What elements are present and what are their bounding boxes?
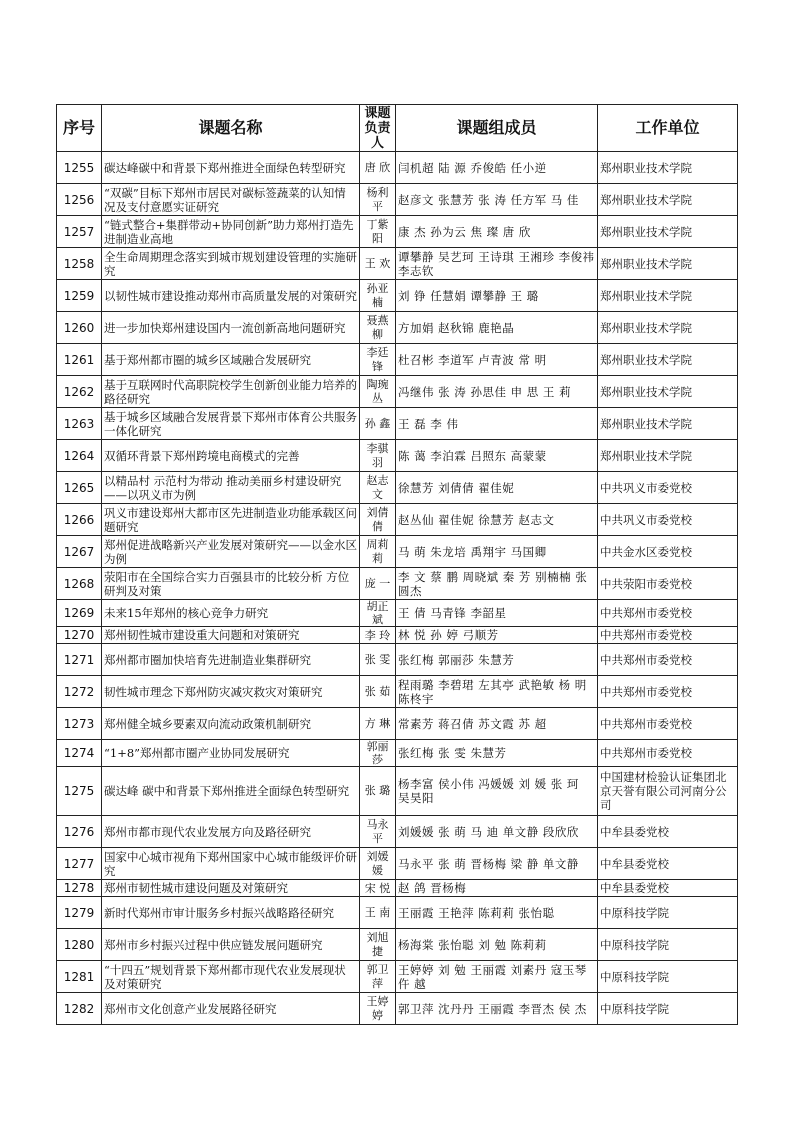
- row-index: 1273: [57, 708, 102, 740]
- project-members: 谭攀静 吴艺珂 王诗琪 王湘珍 李俊祎 李志钦: [396, 248, 598, 280]
- project-title: “双碳”目标下郑州市居民对碳标签蔬菜的认知情况及支付意愿实证研究: [102, 184, 360, 216]
- table-row: [57, 880, 738, 897]
- table-row: [57, 344, 738, 376]
- project-lead: 刘旭捷: [360, 929, 396, 961]
- row-index: 1264: [57, 440, 102, 472]
- row-index: 1280: [57, 929, 102, 961]
- project-members: 张红梅 张 雯 朱慧芳: [396, 740, 598, 767]
- project-lead: 张 茹: [360, 676, 396, 708]
- row-index: 1267: [57, 536, 102, 568]
- work-unit: 中牟县委党校: [598, 816, 738, 848]
- project-lead: 郭卫萍: [360, 961, 396, 993]
- table-row: [57, 767, 738, 816]
- row-index: 1278: [57, 880, 102, 897]
- project-members: 陈 蔼 李泊霖 吕照东 高蒙蒙: [396, 440, 598, 472]
- work-unit: 中共郑州市委党校: [598, 676, 738, 708]
- table-header-row: [57, 105, 738, 152]
- project-title: 郑州韧性城市建设重大问题和对策研究: [102, 627, 360, 644]
- row-index: 1270: [57, 627, 102, 644]
- project-members: 赵丛仙 翟佳妮 徐慧芳 赵志文: [396, 504, 598, 536]
- row-index: 1263: [57, 408, 102, 440]
- table-row: [57, 897, 738, 929]
- table-row: [57, 280, 738, 312]
- table-row: [57, 376, 738, 408]
- project-lead: 王 南: [360, 897, 396, 929]
- work-unit: 中共金水区委党校: [598, 536, 738, 568]
- table-row: [57, 408, 738, 440]
- project-lead: 周莉莉: [360, 536, 396, 568]
- table-row: [57, 848, 738, 880]
- project-lead: 李骐羽: [360, 440, 396, 472]
- table-row: [57, 740, 738, 767]
- project-title: “链式整合+集群带动+协同创新”助力郑州打造先进制造业高地: [102, 216, 360, 248]
- work-unit: 中共郑州市委党校: [598, 740, 738, 767]
- project-lead: 丁紫阳: [360, 216, 396, 248]
- row-index: 1281: [57, 961, 102, 993]
- work-unit: 中共荥阳市委党校: [598, 568, 738, 600]
- row-index: 1277: [57, 848, 102, 880]
- work-unit: 中原科技学院: [598, 961, 738, 993]
- project-members: 闫机超 陆 源 乔俊皓 任小逆: [396, 152, 598, 184]
- work-unit: 中原科技学院: [598, 929, 738, 961]
- project-lead: 陶琬丛: [360, 376, 396, 408]
- project-members: 刘 铮 任慧娟 谭攀静 王 璐: [396, 280, 598, 312]
- work-unit: 中共郑州市委党校: [598, 600, 738, 627]
- table-row: [57, 600, 738, 627]
- project-title: 基于互联网时代高职院校学生创新创业能力培养的路径研究: [102, 376, 360, 408]
- table-row: [57, 504, 738, 536]
- row-index: 1260: [57, 312, 102, 344]
- project-members: 林 悦 孙 婷 弓顺芳: [396, 627, 598, 644]
- project-title: 基于郑州都市圈的城乡区域融合发展研究: [102, 344, 360, 376]
- project-lead: 张 璐: [360, 767, 396, 816]
- row-index: 1279: [57, 897, 102, 929]
- row-index: 1268: [57, 568, 102, 600]
- table-row: [57, 472, 738, 504]
- table-row: [57, 816, 738, 848]
- project-members: 马 萌 朱龙培 禹翔宇 马国卿: [396, 536, 598, 568]
- project-lead: 胡正斌: [360, 600, 396, 627]
- work-unit: 郑州职业技术学院: [598, 312, 738, 344]
- project-title: 韧性城市理念下郑州防灾减灾救灾对策研究: [102, 676, 360, 708]
- project-title: 未来15年郑州的核心竞争力研究: [102, 600, 360, 627]
- work-unit: 中牟县委党校: [598, 880, 738, 897]
- work-unit: 郑州职业技术学院: [598, 376, 738, 408]
- project-title: 郑州市乡村振兴过程中供应链发展问题研究: [102, 929, 360, 961]
- project-members: 李 文 蔡 鹏 周晓斌 秦 芳 别楠楠 张圆杰: [396, 568, 598, 600]
- row-index: 1269: [57, 600, 102, 627]
- table-row: [57, 440, 738, 472]
- project-lead: 王婷婷: [360, 993, 396, 1025]
- project-lead: 马永平: [360, 816, 396, 848]
- row-index: 1271: [57, 644, 102, 676]
- project-members: 徐慧芳 刘倩倩 翟佳妮: [396, 472, 598, 504]
- project-members: 常素芳 蒋召倩 苏文霞 苏 超: [396, 708, 598, 740]
- row-index: 1272: [57, 676, 102, 708]
- work-unit: 中共巩义市委党校: [598, 504, 738, 536]
- project-lead: 唐 欣: [360, 152, 396, 184]
- header-unit: 工作单位: [598, 105, 738, 152]
- project-members: 赵彦文 张慧芳 张 涛 任方军 马 佳: [396, 184, 598, 216]
- table-row: [57, 184, 738, 216]
- project-lead: 杨利平: [360, 184, 396, 216]
- project-lead: 庞 一: [360, 568, 396, 600]
- row-index: 1274: [57, 740, 102, 767]
- project-title: 以精品村 示范村为带动 推动美丽乡村建设研究——以巩义市为例: [102, 472, 360, 504]
- project-members: 郭卫萍 沈丹丹 王丽霞 李晋杰 侯 杰: [396, 993, 598, 1025]
- project-lead: 李 玲: [360, 627, 396, 644]
- project-title: 郑州市文化创意产业发展路径研究: [102, 993, 360, 1025]
- row-index: 1276: [57, 816, 102, 848]
- project-title: 碳达峰 碳中和背景下郑州推进全面绿色转型研究: [102, 767, 360, 816]
- project-lead: 聂燕柳: [360, 312, 396, 344]
- table-row: [57, 676, 738, 708]
- header-title: 课题名称: [102, 105, 360, 152]
- project-title: 基于城乡区域融合发展背景下郑州市体育公共服务一体化研究: [102, 408, 360, 440]
- work-unit: 中国建材检验认证集团北京天誉有限公司河南分公司: [598, 767, 738, 816]
- row-index: 1265: [57, 472, 102, 504]
- work-unit: 郑州职业技术学院: [598, 344, 738, 376]
- table-row: [57, 644, 738, 676]
- table-row: [57, 708, 738, 740]
- project-members: 康 杰 孙为云 焦 璨 唐 欣: [396, 216, 598, 248]
- header-members: 课题组成员: [396, 105, 598, 152]
- table-row: [57, 312, 738, 344]
- project-title: 国家中心城市视角下郑州国家中心城市能级评价研究: [102, 848, 360, 880]
- table-row: [57, 536, 738, 568]
- project-members: 赵 鸽 晋杨梅: [396, 880, 598, 897]
- work-unit: 郑州职业技术学院: [598, 280, 738, 312]
- work-unit: 郑州职业技术学院: [598, 408, 738, 440]
- work-unit: 郑州职业技术学院: [598, 440, 738, 472]
- project-title: “1+8”郑州都市圈产业协同发展研究: [102, 740, 360, 767]
- project-members: 王婷婷 刘 勉 王丽霞 刘素丹 寇玉琴 仵 越: [396, 961, 598, 993]
- project-lead: 孙 鑫: [360, 408, 396, 440]
- table-row: [57, 152, 738, 184]
- project-title: 郑州市韧性城市建设问题及对策研究: [102, 880, 360, 897]
- project-members: 冯继伟 张 涛 孙思佳 申 思 王 莉: [396, 376, 598, 408]
- table-row: [57, 929, 738, 961]
- project-members: 杨海棠 张怡聪 刘 勉 陈莉莉: [396, 929, 598, 961]
- project-title: 碳达峰碳中和背景下郑州推进全面绿色转型研究: [102, 152, 360, 184]
- project-lead: 孙亚楠: [360, 280, 396, 312]
- project-title: 郑州健全城乡要素双向流动政策机制研究: [102, 708, 360, 740]
- project-title: 巩义市建设郑州大都市区先进制造业功能承载区问题研究: [102, 504, 360, 536]
- work-unit: 郑州职业技术学院: [598, 152, 738, 184]
- project-members: 张红梅 郭丽莎 朱慧芳: [396, 644, 598, 676]
- header-index: 序号: [57, 105, 102, 152]
- project-lead: 刘媛媛: [360, 848, 396, 880]
- project-lead: 宋 悦: [360, 880, 396, 897]
- project-members: 程雨璐 李碧珺 左其亭 武艳敏 杨 明 陈柊宇: [396, 676, 598, 708]
- row-index: 1282: [57, 993, 102, 1025]
- project-title: 郑州促进战略新兴产业发展对策研究——以金水区为例: [102, 536, 360, 568]
- project-lead: 刘倩倩: [360, 504, 396, 536]
- work-unit: 郑州职业技术学院: [598, 248, 738, 280]
- project-title: 荥阳市在全国综合实力百强县市的比较分析 方位研判及对策: [102, 568, 360, 600]
- project-lead: 王 欢: [360, 248, 396, 280]
- work-unit: 中共郑州市委党校: [598, 644, 738, 676]
- project-members: 刘媛媛 张 萌 马 迪 单文静 段欣欣: [396, 816, 598, 848]
- project-title: 全生命周期理念落实到城市规划建设管理的实施研究: [102, 248, 360, 280]
- project-lead: 方 琳: [360, 708, 396, 740]
- row-index: 1256: [57, 184, 102, 216]
- row-index: 1275: [57, 767, 102, 816]
- work-unit: 中牟县委党校: [598, 848, 738, 880]
- row-index: 1266: [57, 504, 102, 536]
- header-lead: 课题负责人: [360, 105, 396, 152]
- work-unit: 中原科技学院: [598, 897, 738, 929]
- row-index: 1262: [57, 376, 102, 408]
- project-lead: 张 雯: [360, 644, 396, 676]
- project-title: 郑州都市圈加快培育先进制造业集群研究: [102, 644, 360, 676]
- work-unit: 郑州职业技术学院: [598, 216, 738, 248]
- project-members: 杜召彬 李道军 卢青波 常 明: [396, 344, 598, 376]
- project-members: 王 倩 马青锋 李韶星: [396, 600, 598, 627]
- work-unit: 郑州职业技术学院: [598, 184, 738, 216]
- project-title: 新时代郑州市审计服务乡村振兴战略路径研究: [102, 897, 360, 929]
- table-row: [57, 993, 738, 1025]
- project-table: [56, 104, 738, 1025]
- table-row: [57, 216, 738, 248]
- row-index: 1259: [57, 280, 102, 312]
- project-title: 进一步加快郑州建设国内一流创新高地问题研究: [102, 312, 360, 344]
- project-members: 方加娟 赵秋锦 鹿艳晶: [396, 312, 598, 344]
- project-lead: 郭丽莎: [360, 740, 396, 767]
- project-members: 杨李富 侯小伟 冯媛媛 刘 媛 张 珂 吴昊阳: [396, 767, 598, 816]
- project-title: 以韧性城市建设推动郑州市高质量发展的对策研究: [102, 280, 360, 312]
- row-index: 1261: [57, 344, 102, 376]
- table-row: [57, 568, 738, 600]
- work-unit: 中共巩义市委党校: [598, 472, 738, 504]
- work-unit: 中原科技学院: [598, 993, 738, 1025]
- row-index: 1257: [57, 216, 102, 248]
- row-index: 1255: [57, 152, 102, 184]
- project-title: 郑州市都市现代农业发展方向及路径研究: [102, 816, 360, 848]
- project-title: 双循环背景下郑州跨境电商模式的完善: [102, 440, 360, 472]
- project-lead: 李廷锋: [360, 344, 396, 376]
- row-index: 1258: [57, 248, 102, 280]
- project-members: 王 磊 李 伟: [396, 408, 598, 440]
- table-row: [57, 248, 738, 280]
- work-unit: 中共郑州市委党校: [598, 708, 738, 740]
- project-lead: 赵志文: [360, 472, 396, 504]
- work-unit: 中共郑州市委党校: [598, 627, 738, 644]
- table-row: [57, 961, 738, 993]
- project-title: “十四五”规划背景下郑州都市现代农业发展现状及对策研究: [102, 961, 360, 993]
- project-members: 王丽霞 王艳萍 陈莉莉 张怡聪: [396, 897, 598, 929]
- project-members: 马永平 张 萌 晋杨梅 梁 静 单文静: [396, 848, 598, 880]
- table-row: [57, 627, 738, 644]
